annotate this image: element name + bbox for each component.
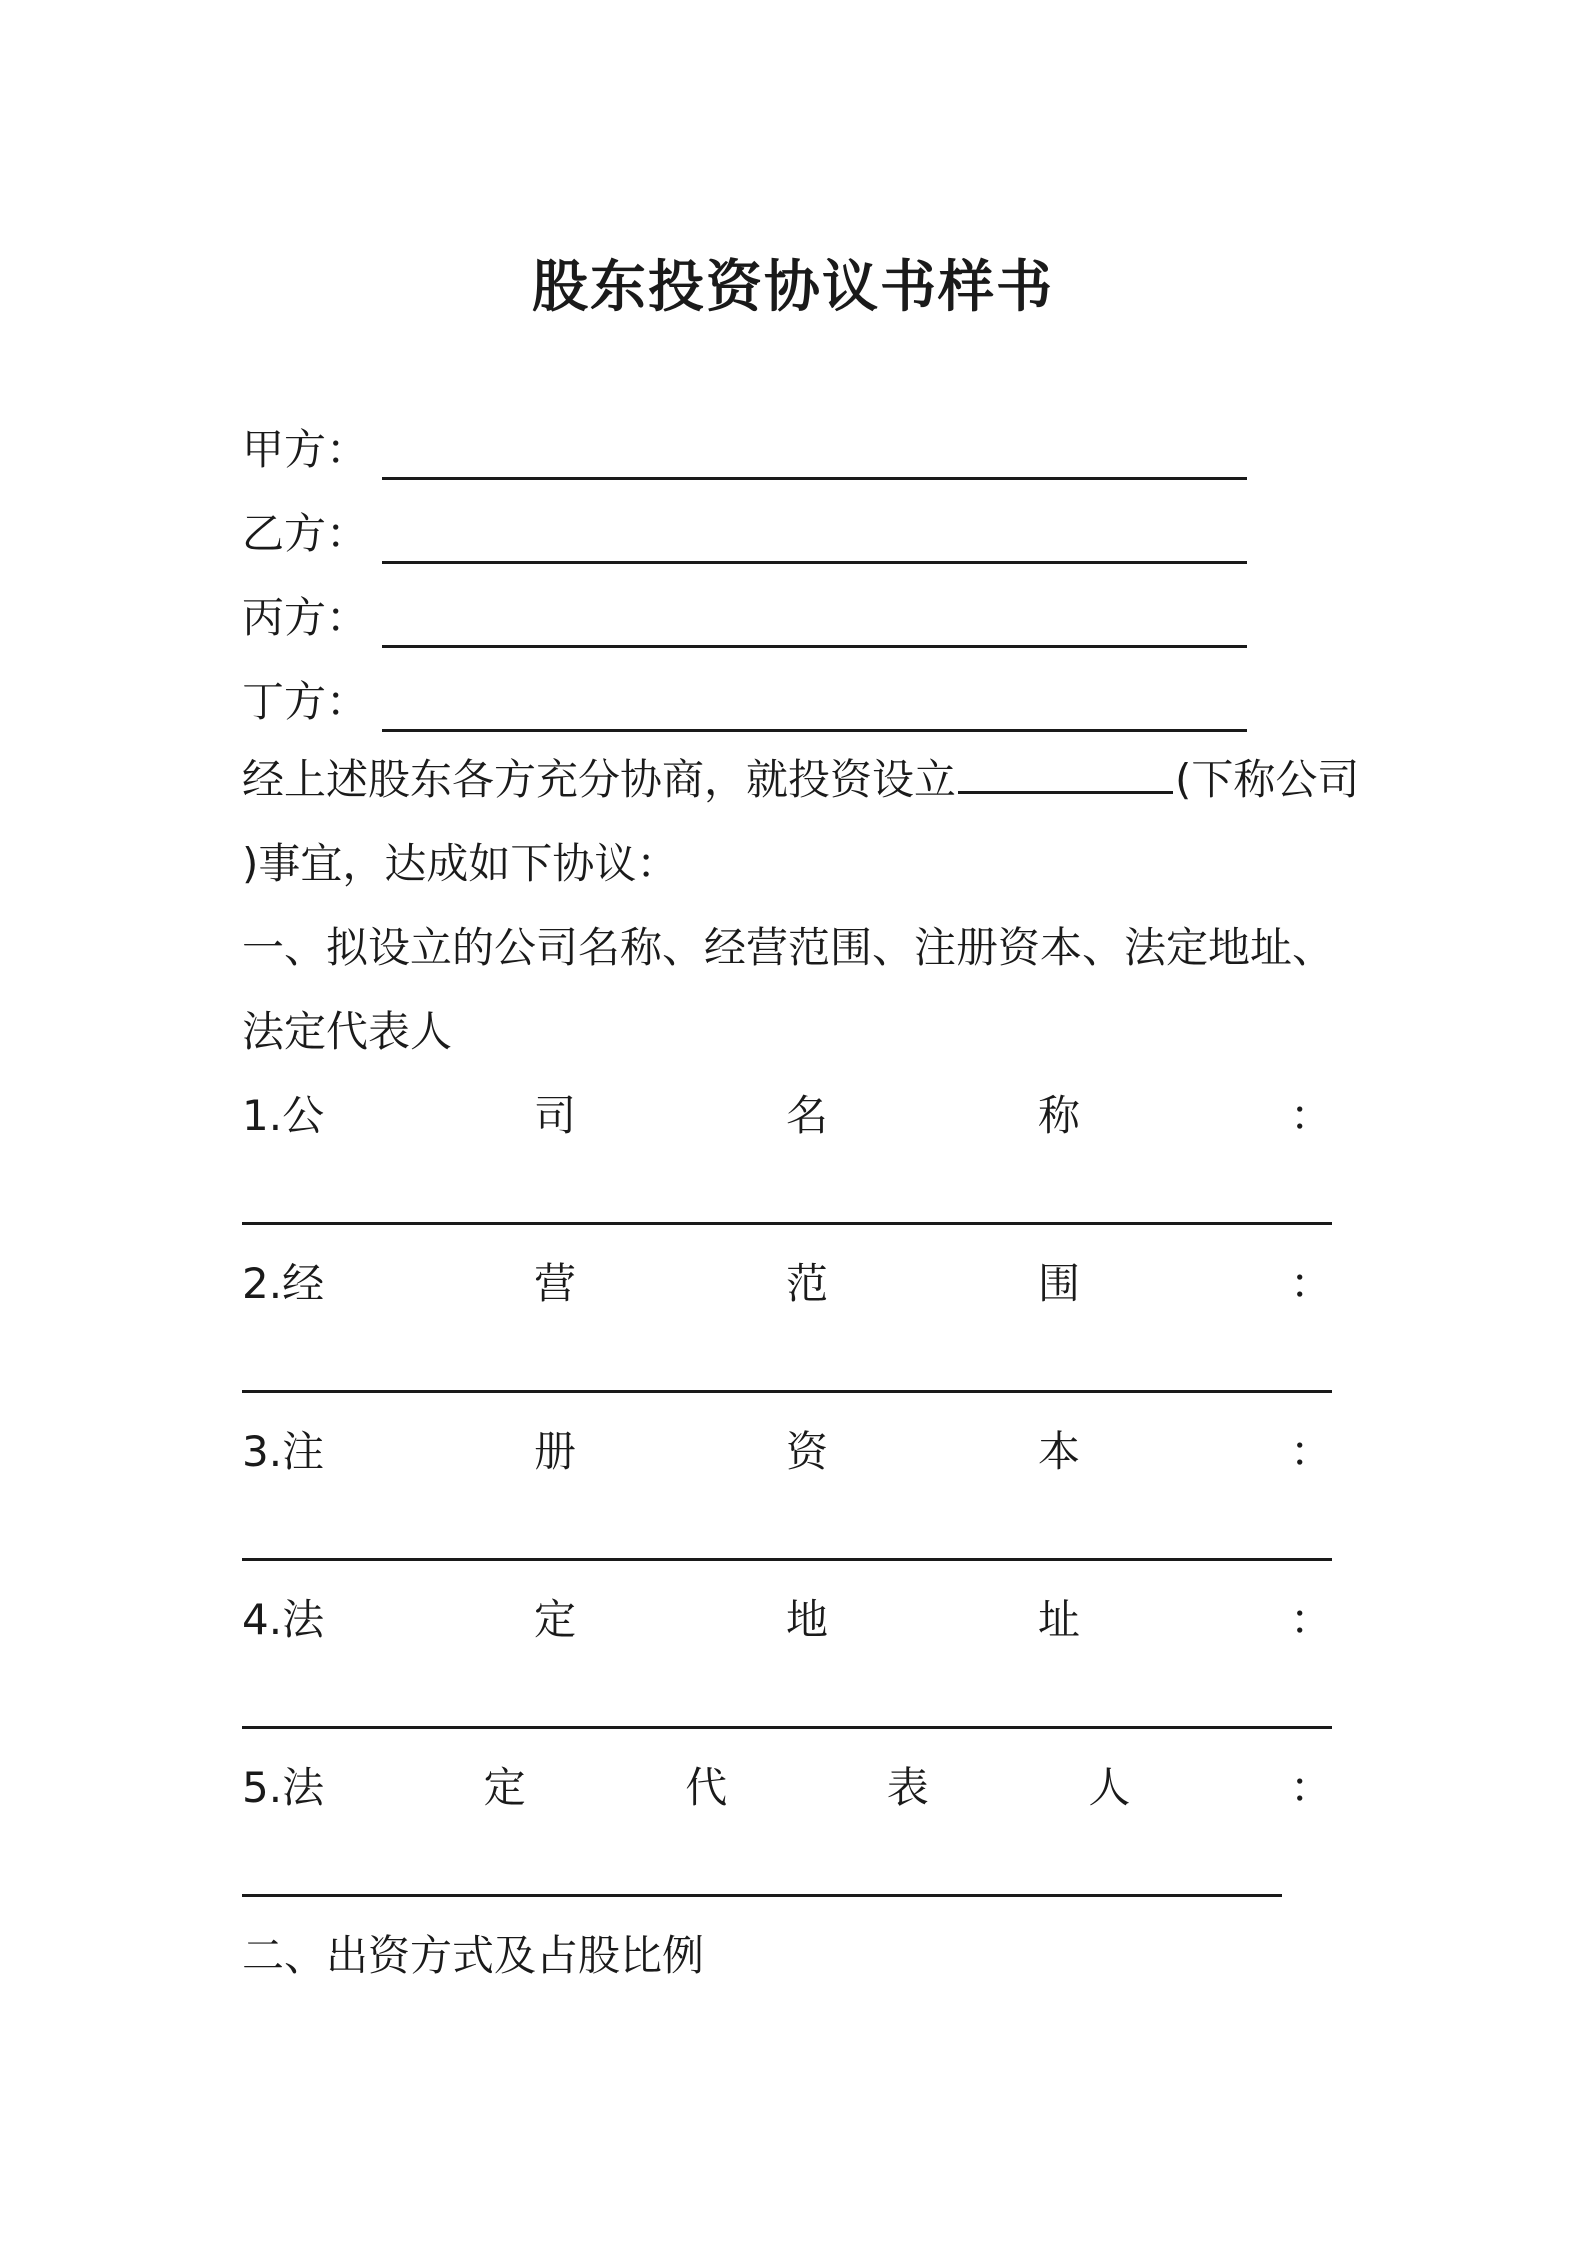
party-label: 乙方： — [242, 509, 369, 558]
item-char: 围 — [1037, 1259, 1080, 1308]
document-title: 股东投资协议书样书 — [532, 255, 1054, 320]
party-label: 甲方： — [242, 425, 369, 474]
item-char: 3.注 — [242, 1427, 325, 1476]
item-char: 人 — [1088, 1763, 1131, 1812]
party-blank[interactable] — [382, 685, 1247, 732]
party-blank[interactable] — [382, 601, 1247, 648]
item-char: 代 — [685, 1763, 728, 1812]
item-char: 4.法 — [242, 1595, 325, 1644]
item-char: 地 — [786, 1595, 829, 1644]
item-char: ： — [1289, 1595, 1332, 1644]
item-char: 5.法 — [242, 1763, 325, 1812]
item-company-name — [242, 1086, 1332, 1146]
item-char: 表 — [886, 1763, 929, 1812]
item-char: ： — [1289, 1091, 1332, 1140]
party-line-c — [242, 588, 1247, 648]
party-line-a — [242, 420, 1247, 480]
item-char: 营 — [534, 1259, 577, 1308]
item-char: 范 — [786, 1259, 829, 1308]
item-char: 名 — [786, 1091, 829, 1140]
item-char: 2.经 — [242, 1259, 325, 1308]
party-line-d — [242, 672, 1247, 732]
intro-line-2: )事宜，达成如下协议： — [242, 839, 679, 888]
item-char: 址 — [1037, 1595, 1080, 1644]
section-1-heading-cont: 法定代表人 — [242, 1007, 453, 1056]
party-label: 丁方： — [242, 677, 369, 726]
party-blank[interactable] — [382, 433, 1247, 480]
item-char: 册 — [534, 1427, 577, 1476]
item-registered-capital — [242, 1422, 1332, 1482]
item-char: 定 — [483, 1763, 526, 1812]
item-char: 称 — [1037, 1091, 1080, 1140]
party-label: 丙方： — [242, 593, 369, 642]
intro-line-1 — [242, 750, 1359, 810]
item-char: ： — [1289, 1763, 1332, 1812]
item-char: 1.公 — [242, 1091, 325, 1140]
item-char: 本 — [1037, 1427, 1080, 1476]
party-blank[interactable] — [382, 517, 1247, 564]
fill-line-business-scope[interactable] — [242, 1390, 1332, 1393]
intro-text-suffix: (下称公司 — [1175, 755, 1360, 804]
party-line-b — [242, 504, 1247, 564]
item-business-scope — [242, 1254, 1332, 1314]
fill-line-legal-representative[interactable] — [242, 1894, 1282, 1897]
item-char: ： — [1289, 1259, 1332, 1308]
section-2-heading: 二、出资方式及占股比例 — [242, 1931, 705, 1980]
fill-line-legal-address[interactable] — [242, 1726, 1332, 1729]
fill-line-company-name[interactable] — [242, 1222, 1332, 1225]
item-legal-address — [242, 1590, 1332, 1650]
item-legal-representative — [242, 1758, 1332, 1818]
item-char: ： — [1289, 1427, 1332, 1476]
company-name-blank[interactable] — [958, 753, 1173, 794]
intro-text: 经上述股东各方充分协商，就投资设立 — [242, 755, 957, 804]
item-char: 司 — [534, 1091, 577, 1140]
fill-line-registered-capital[interactable] — [242, 1558, 1332, 1561]
section-1-heading: 一、拟设立的公司名称、经营范围、注册资本、法定地址、 — [242, 923, 1335, 972]
item-char: 资 — [786, 1427, 829, 1476]
item-char: 定 — [534, 1595, 577, 1644]
